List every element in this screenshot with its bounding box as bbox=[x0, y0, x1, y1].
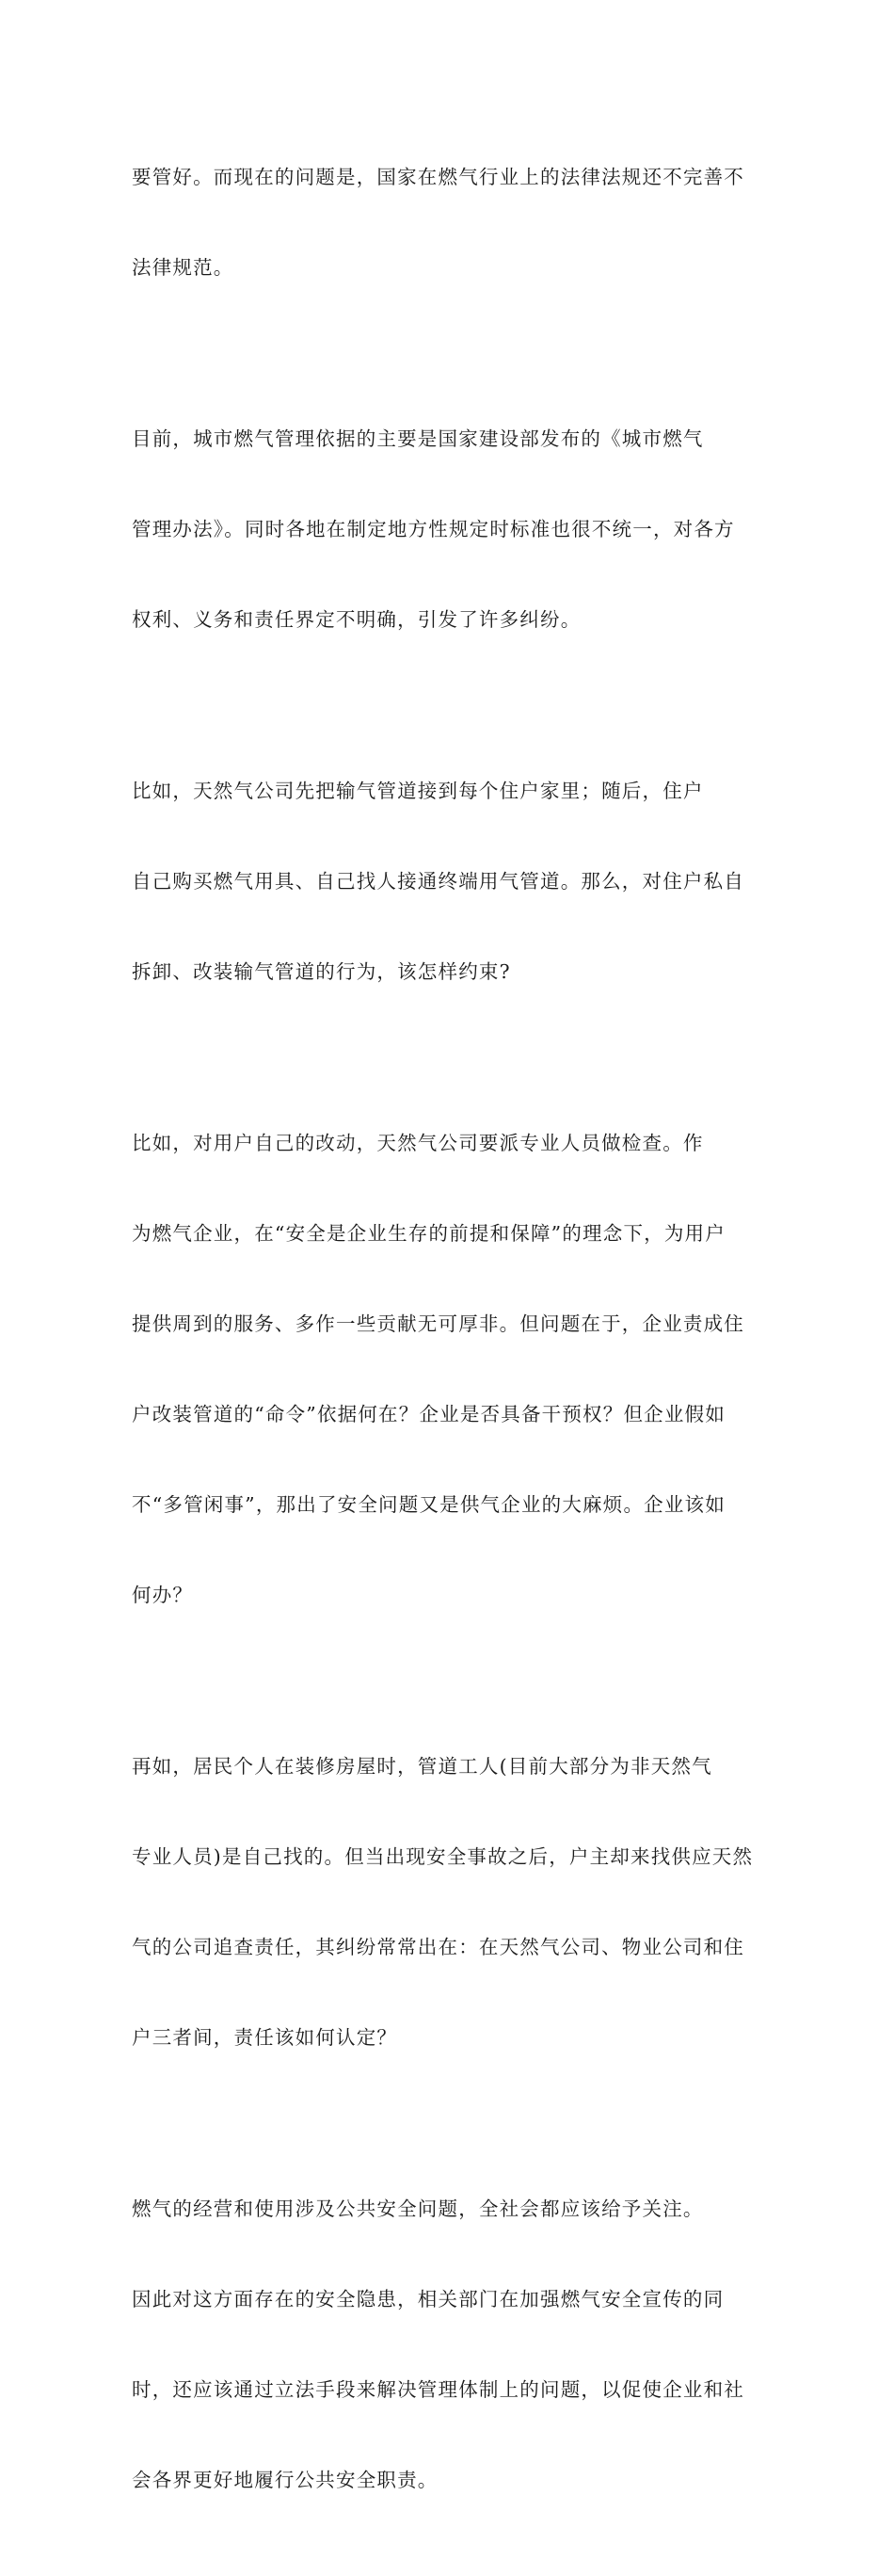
paragraph-5 bbox=[132, 1691, 764, 2113]
document-page bbox=[132, 102, 764, 2576]
text-line: 时，还应该通过立法手段来解决管理体制上的问题，以促使企业和社 bbox=[132, 2378, 744, 2401]
text-line: 拆卸、改装输气管道的行为，该怎样约束? bbox=[132, 960, 511, 983]
text-line: 目前，城市燃气管理依据的主要是国家建设部发布的《城市燃气 bbox=[132, 427, 704, 450]
text-line: 专业人员)是自己找的。但当出现安全事故之后，户主却来找供应天然 bbox=[132, 1845, 754, 1868]
text-line: 户三者间，责任该如何认定？ bbox=[132, 2026, 398, 2049]
paragraph-2 bbox=[132, 363, 764, 695]
paragraph-4 bbox=[132, 1068, 764, 1670]
text-line: 法律规范。 bbox=[132, 256, 234, 279]
paragraph-6 bbox=[132, 2133, 764, 2555]
text-line: 比如，天然气公司先把输气管道接到每个住户家里；随后，住户 bbox=[132, 780, 704, 802]
text-line: 要管好。而现在的问题是，国家在燃气行业上的法律法规还不完善不 bbox=[132, 166, 744, 188]
paragraph-3 bbox=[132, 716, 764, 1047]
text-line: 为燃气企业，在“安全是企业生存的前提和保障”的理念下，为用户 bbox=[132, 1222, 726, 1245]
text-line: 提供周到的服务、多作一些贡献无可厚非。但问题在于，企业责成住 bbox=[132, 1312, 744, 1335]
text-line: 权利、义务和责任界定不明确，引发了许多纠纷。 bbox=[132, 608, 582, 631]
text-line: 气的公司追查责任，其纠纷常常出在：在天然气公司、物业公司和住 bbox=[132, 1936, 744, 1958]
text-line: 比如，对用户自己的改动，天然气公司要派专业人员做检查。作 bbox=[132, 1132, 704, 1154]
text-line: 再如，居民个人在装修房屋时，管道工人(目前大部分为非天然气 bbox=[132, 1755, 712, 1778]
text-line: 会各界更好地履行公共安全职责。 bbox=[132, 2469, 439, 2491]
text-line: 燃气的经营和使用涉及公共安全问题，全社会都应该给予关注。 bbox=[132, 2198, 704, 2220]
text-line: 户改装管道的“命令”依据何在？企业是否具备干预权？但企业假如 bbox=[132, 1403, 726, 1425]
text-line: 管理办法》。同时各地在制定地方性规定时标准也很不统一，对各方 bbox=[132, 518, 735, 540]
text-line: 不“多管闲事”，那出了安全问题又是供气企业的大麻烦。企业该如 bbox=[132, 1493, 726, 1516]
text-line: 因此对这方面存在的安全隐患，相关部门在加强燃气安全宣传的同 bbox=[132, 2288, 725, 2310]
paragraph-1 bbox=[132, 102, 764, 343]
text-line: 自己购买燃气用具、自己找人接通终端用气管道。那么，对住户私自 bbox=[132, 870, 744, 893]
text-line: 何办？ bbox=[132, 1584, 194, 1606]
